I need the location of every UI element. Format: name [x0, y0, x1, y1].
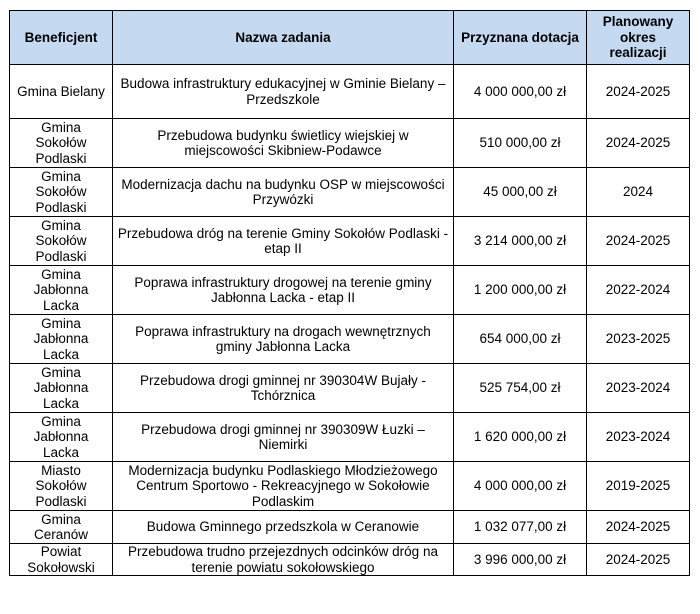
cell-period: 2024-2025 — [587, 119, 690, 168]
cell-task-name: Modernizacja budynku Podlaskiego Młodzieżowego Centrum Sportowo - Rekreacyjnego w Sokołowie Podlaskim — [113, 462, 454, 511]
table-row — [10, 65, 690, 119]
cell-beneficiary: Gmina Jabłonna Lacka — [10, 364, 113, 413]
cell-period: 2024-2025 — [587, 511, 690, 544]
cell-grant: 510 000,00 zł — [454, 119, 587, 168]
header-grant: Przyznana dotacja — [454, 11, 587, 65]
cell-period: 2024-2025 — [587, 217, 690, 266]
cell-grant: 1 620 000,00 zł — [454, 413, 587, 462]
cell-beneficiary: Gmina Sokołów Podlaski — [10, 119, 113, 168]
grants-table-container — [9, 10, 690, 576]
cell-beneficiary: Gmina Jabłonna Lacka — [10, 413, 113, 462]
table-row — [10, 119, 690, 168]
cell-period: 2023-2025 — [587, 315, 690, 364]
table-row — [10, 217, 690, 266]
cell-task-name: Przebudowa budynku świetlicy wiejskiej w miejscowości Skibniew-Podawce — [113, 119, 454, 168]
cell-beneficiary: Gmina Sokołów Podlaski — [10, 217, 113, 266]
table-row — [10, 168, 690, 217]
cell-period: 2022-2024 — [587, 266, 690, 315]
cell-grant: 45 000,00 zł — [454, 168, 587, 217]
cell-grant: 4 000 000,00 zł — [454, 462, 587, 511]
cell-beneficiary: Gmina Sokołów Podlaski — [10, 168, 113, 217]
cell-grant: 525 754,00 zł — [454, 364, 587, 413]
header-task-name: Nazwa zadania — [113, 11, 454, 65]
table-row — [10, 462, 690, 511]
cell-grant: 4 000 000,00 zł — [454, 65, 587, 119]
cell-task-name: Poprawa infrastruktury na drogach wewnętrznych gminy Jabłonna Lacka — [113, 315, 454, 364]
cell-beneficiary: Gmina Jabłonna Lacka — [10, 266, 113, 315]
table-row — [10, 315, 690, 364]
cell-beneficiary: Gmina Ceranów — [10, 511, 113, 544]
table-row — [10, 511, 690, 544]
cell-task-name: Przebudowa drogi gminnej nr 390309W Łuzki – Niemirki — [113, 413, 454, 462]
cell-task-name: Przebudowa trudno przejezdnych odcinków dróg na terenie powiatu sokołowskiego — [113, 544, 454, 576]
header-row — [10, 11, 690, 65]
cell-period: 2019-2025 — [587, 462, 690, 511]
grants-table — [9, 10, 690, 576]
cell-task-name: Budowa infrastruktury edukacyjnej w Gminie Bielany – Przedszkole — [113, 65, 454, 119]
cell-period: 2024-2025 — [587, 544, 690, 576]
cell-task-name: Przebudowa dróg na terenie Gminy Sokołów Podlaski - etap II — [113, 217, 454, 266]
cell-grant: 654 000,00 zł — [454, 315, 587, 364]
cell-period: 2024-2025 — [587, 65, 690, 119]
table-row — [10, 544, 690, 576]
cell-grant: 3 996 000,00 zł — [454, 544, 587, 576]
header-beneficiary: Beneficjent — [10, 11, 113, 65]
table-row — [10, 364, 690, 413]
header-period: Planowany okres realizacji — [587, 11, 690, 65]
cell-grant: 1 200 000,00 zł — [454, 266, 587, 315]
cell-task-name: Modernizacja dachu na budynku OSP w miejscowości Przywózki — [113, 168, 454, 217]
cell-task-name: Przebudowa drogi gminnej nr 390304W Bujały - Tchórznica — [113, 364, 454, 413]
cell-period: 2023-2024 — [587, 413, 690, 462]
table-row — [10, 266, 690, 315]
cell-grant: 3 214 000,00 zł — [454, 217, 587, 266]
cell-beneficiary: Miasto Sokołów Podlaski — [10, 462, 113, 511]
table-row — [10, 413, 690, 462]
cell-task-name: Poprawa infrastruktury drogowej na terenie gminy Jabłonna Lacka - etap II — [113, 266, 454, 315]
cell-period: 2023-2024 — [587, 364, 690, 413]
cell-beneficiary: Powiat Sokołowski — [10, 544, 113, 576]
cell-task-name: Budowa Gminnego przedszkola w Ceranowie — [113, 511, 454, 544]
cell-beneficiary: Gmina Bielany — [10, 65, 113, 119]
cell-grant: 1 032 077,00 zł — [454, 511, 587, 544]
cell-beneficiary: Gmina Jabłonna Lacka — [10, 315, 113, 364]
cell-period: 2024 — [587, 168, 690, 217]
